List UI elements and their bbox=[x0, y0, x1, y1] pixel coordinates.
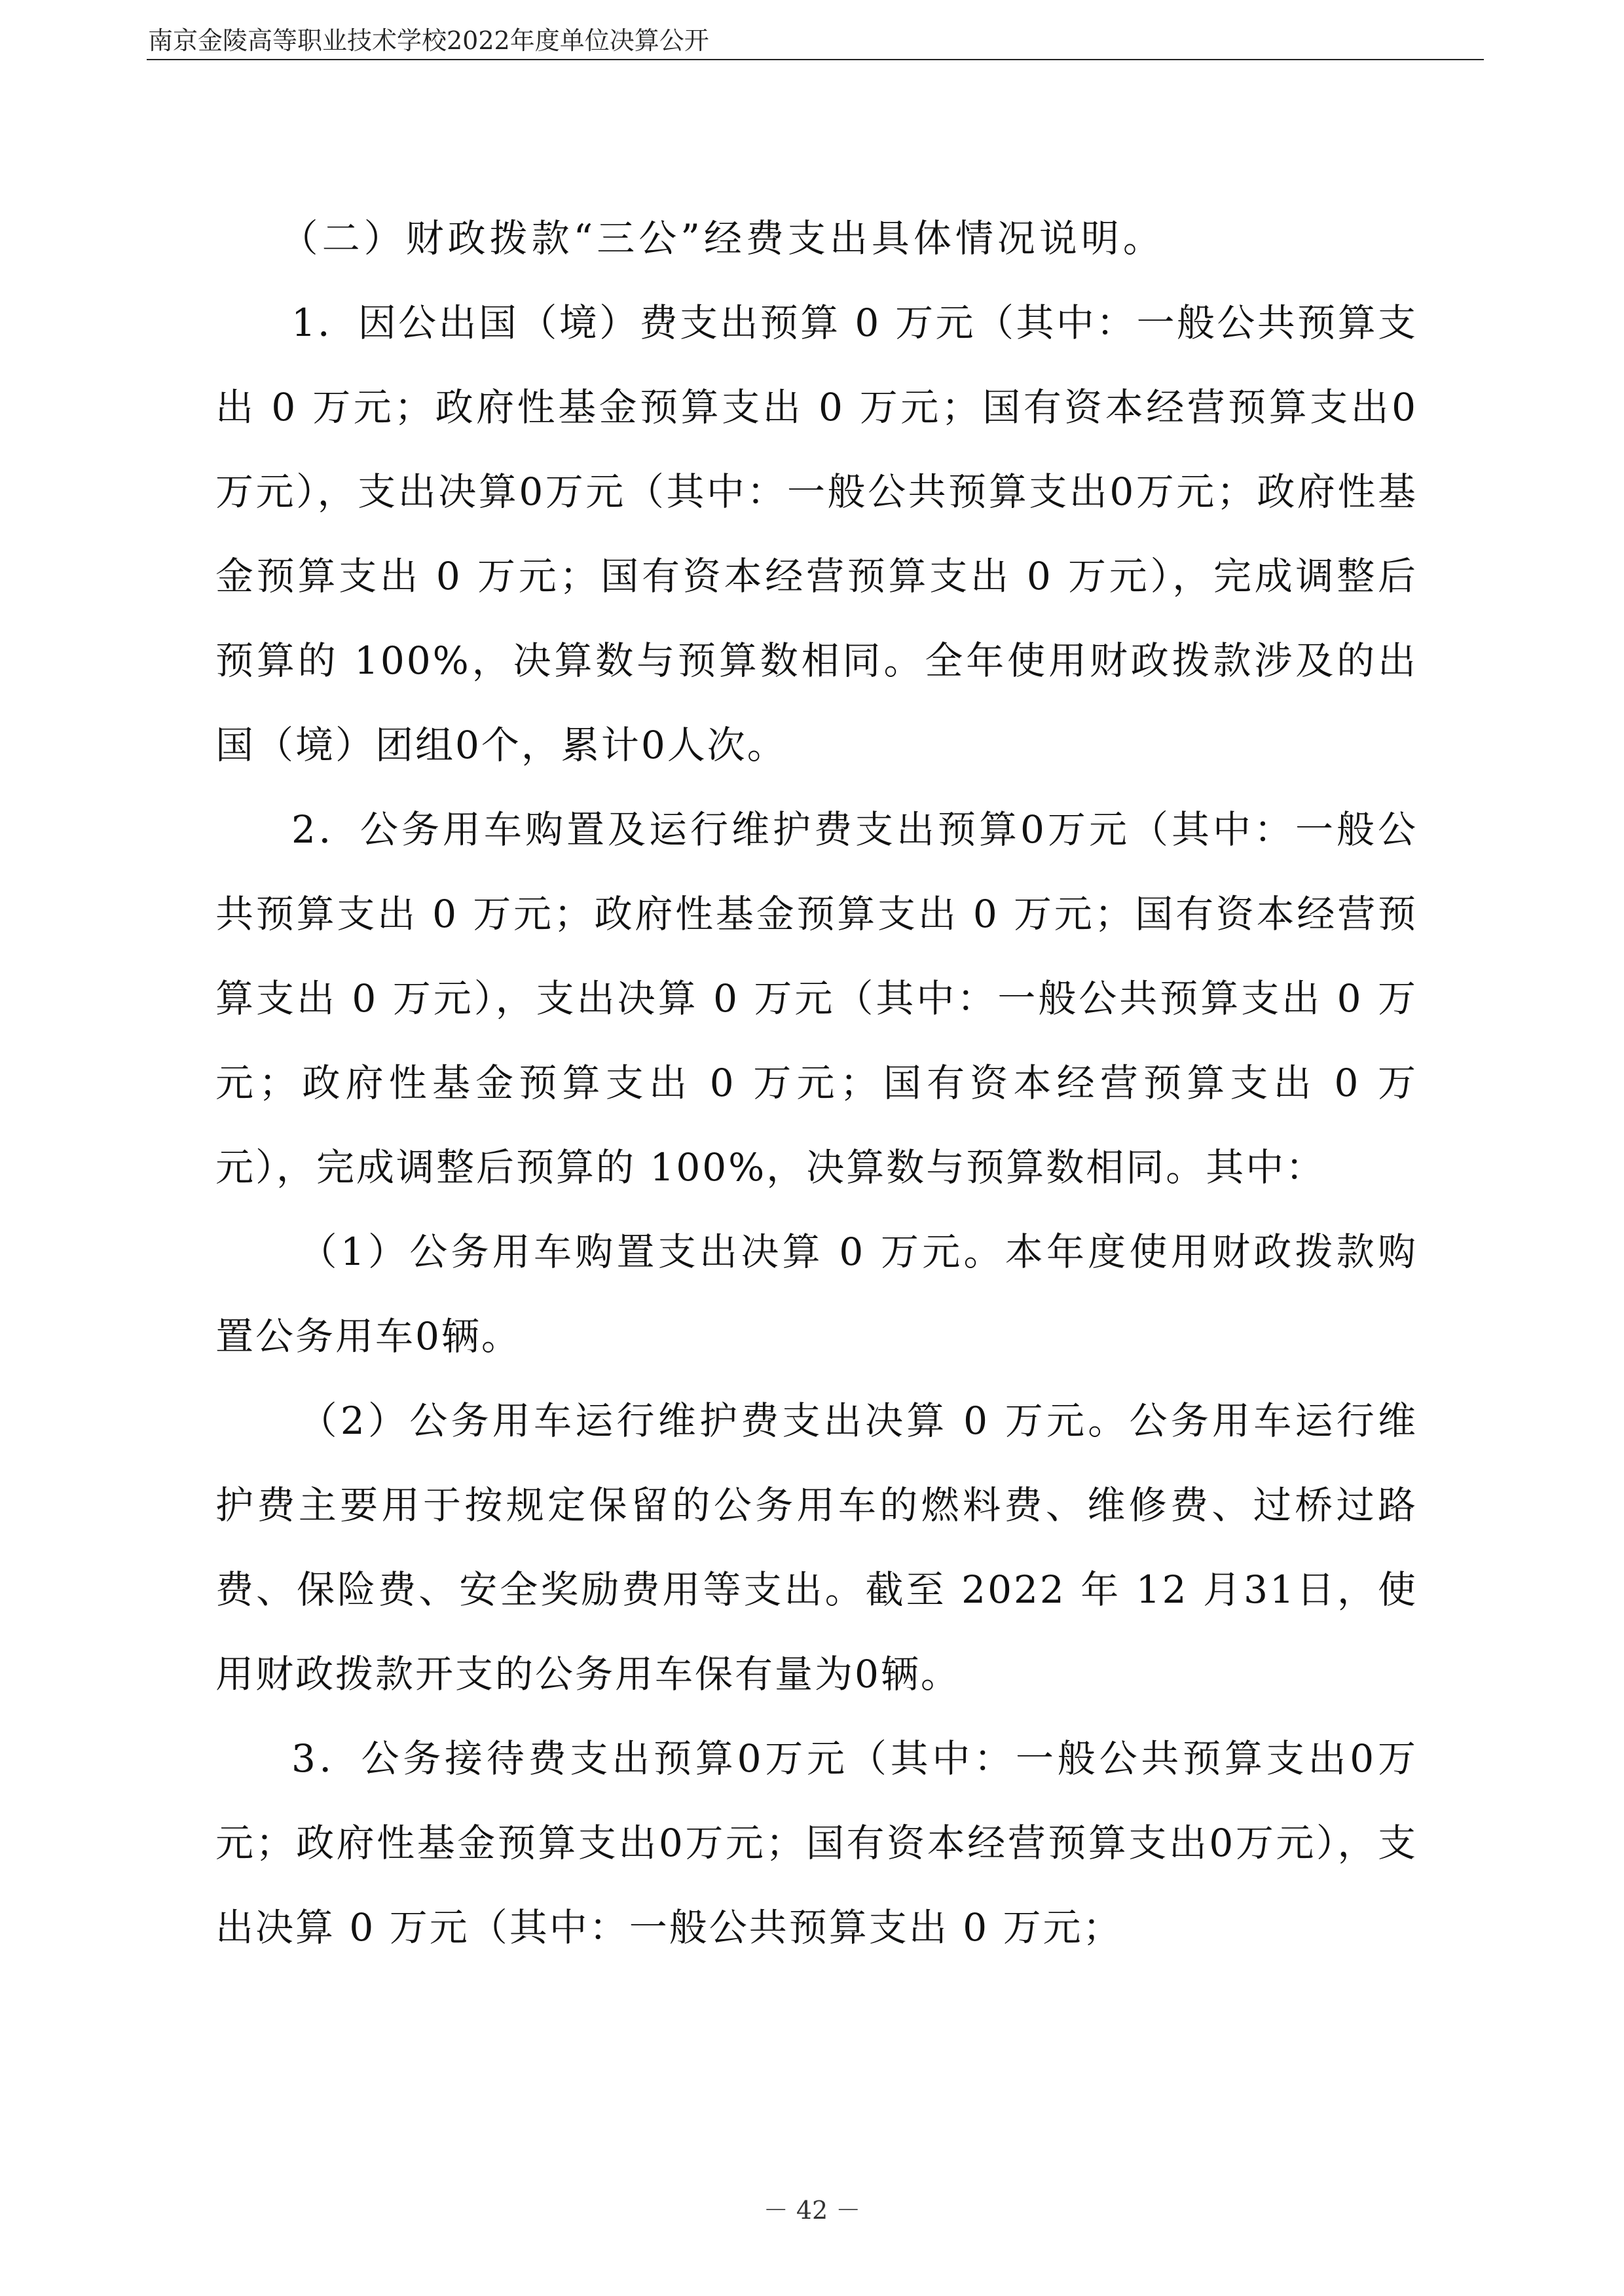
running-header: 南京金陵高等职业技术学校2022年度单位决算公开 bbox=[148, 26, 709, 55]
section-title: （二）财政拨款“三公”经费支出具体情况说明。 bbox=[280, 216, 1165, 261]
paragraph-reception: 3．公务接待费支出预算0万元（其中：一般公共预算支出0万元；政府性基金预算支出0万元；国有资本经营预算支出0万元），支出决算 0 万元（其中：一般公共预算支出 0 万元； bbox=[215, 1736, 1418, 1950]
body-text bbox=[215, 196, 1418, 1970]
page-number: － 42 － bbox=[763, 2196, 861, 2225]
paragraph-vehicle-maintenance: （2）公务用车运行维护费支出决算 0 万元。公务用车运行维护费主要用于按规定保留的公务用车的燃料费、维修费、过桥过路费、保险费、安全奖励费用等支出。截至 2022 年 12 月31日，使用财政拨款开支的公务用车保有量为0辆。 bbox=[215, 1398, 1418, 1696]
header-divider bbox=[147, 59, 1484, 60]
paragraph-official-vehicles: 2．公务用车购置及运行维护费支出预算0万元（其中：一般公共预算支出 0 万元；政府性基金预算支出 0 万元；国有资本经营预算支出 0 万元），支出决算 0 万元（其中：一般公共预算支出 0 万元；政府性基金预算支出 0 万元；国有资本经营预算支出 0 万元），完成调整后预算的 100%，决算数与预算数相同。其中： bbox=[215, 807, 1418, 1190]
paragraph-vehicle-purchase: （1）公务用车购置支出决算 0 万元。本年度使用财政拨款购置公务用车0辆。 bbox=[215, 1230, 1418, 1358]
paragraph-overseas-travel: 1．因公出国（境）费支出预算 0 万元（其中：一般公共预算支出 0 万元；政府性基金预算支出 0 万元；国有资本经营预算支出0万元），支出决算0万元（其中：一般公共预算支出0万元；政府性基金预算支出 0 万元；国有资本经营预算支出 0 万元），完成调整后预算的 100%，决算数与预算数相同。全年使用财政拨款涉及的出国（境）团组0个，累计0人次。 bbox=[215, 301, 1418, 767]
